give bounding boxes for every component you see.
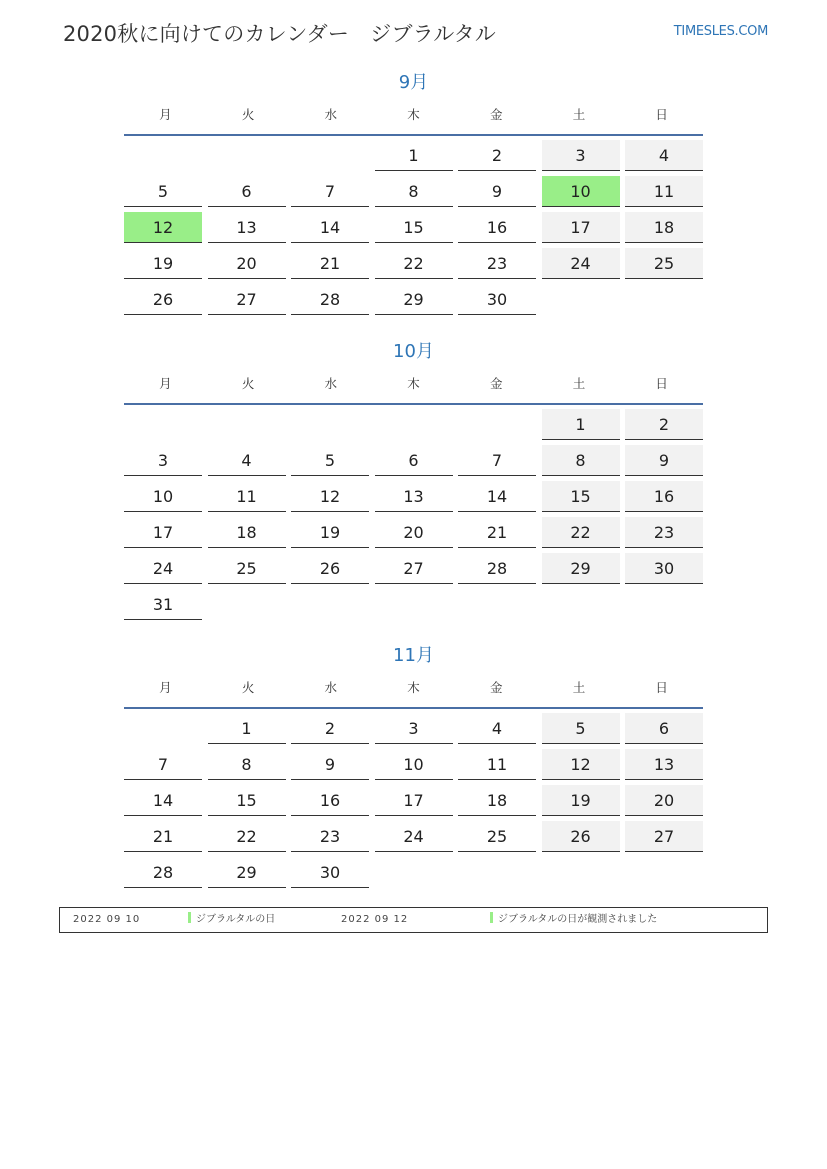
month-title: 10月 [393,341,434,362]
day-cell[interactable]: 3 [375,713,453,744]
day-cell[interactable]: 7 [291,176,369,207]
month-calendar [124,340,703,625]
day-cell[interactable]: 27 [208,284,286,315]
day-cell[interactable]: 26 [542,821,620,852]
day-cell[interactable]: 16 [458,212,536,243]
day-cell[interactable]: 18 [625,212,703,243]
day-cell[interactable]: 8 [208,749,286,780]
day-cell[interactable]: 7 [458,445,536,476]
week-row [124,749,703,785]
week-row [124,176,703,212]
header-divider [124,403,703,405]
month-calendar [124,71,703,320]
day-cell[interactable]: 23 [458,248,536,279]
day-cell[interactable]: 11 [458,749,536,780]
day-cell[interactable]: 29 [208,857,286,888]
weekday-label: 火 [241,680,255,695]
week-row [124,517,703,553]
day-cell[interactable]: 30 [458,284,536,315]
day-cell[interactable]: 6 [375,445,453,476]
weekday-label: 月 [159,376,172,391]
empty-day-cell [625,589,703,620]
week-row [124,140,703,176]
weekday-label: 金 [489,107,503,122]
legend-label-2: ジブラルタルの日が観測されました [498,914,658,925]
day-cell[interactable]: 11 [625,176,703,207]
day-cell[interactable]: 21 [124,821,202,852]
day-cell[interactable]: 19 [291,517,369,548]
day-cell[interactable]: 5 [291,445,369,476]
empty-day-cell [375,409,453,440]
empty-day-cell [625,284,703,315]
weekday-label: 木 [407,107,420,122]
empty-day-cell [208,589,286,620]
day-cell[interactable]: 1 [208,713,286,744]
header-divider [124,707,703,709]
weekday-label: 金 [489,376,503,391]
day-cell[interactable]: 11 [208,481,286,512]
legend-date-2: 2022 09 12 [341,914,409,925]
day-cell[interactable]: 16 [291,785,369,816]
weekday-label: 水 [324,680,338,695]
day-cell[interactable]: 26 [291,553,369,584]
day-cell[interactable]: 4 [625,140,703,171]
empty-day-cell [458,589,536,620]
day-cell[interactable]: 10 [375,749,453,780]
day-cell[interactable]: 30 [625,553,703,584]
weekday-label: 日 [655,680,668,695]
weekday-label: 水 [324,107,338,122]
empty-day-cell [458,409,536,440]
day-grid [124,140,703,320]
day-cell[interactable]: 20 [625,785,703,816]
day-cell[interactable]: 14 [291,212,369,243]
day-cell[interactable]: 12 [291,481,369,512]
day-cell[interactable]: 28 [124,857,202,888]
site-brand-link[interactable]: TIMESLES.COM [673,24,768,39]
holiday-color-marker [490,912,493,923]
empty-day-cell [208,409,286,440]
day-cell[interactable]: 22 [542,517,620,548]
week-row [124,445,703,481]
day-cell[interactable]: 28 [458,553,536,584]
month-title: 9月 [398,72,429,93]
day-cell[interactable]: 9 [625,445,703,476]
empty-day-cell [375,589,453,620]
week-row [124,857,703,893]
day-cell[interactable]: 8 [542,445,620,476]
day-cell[interactable]: 25 [458,821,536,852]
day-cell[interactable]: 2 [625,409,703,440]
day-grid [124,713,703,893]
day-cell[interactable]: 19 [124,248,202,279]
day-cell[interactable]: 3 [124,445,202,476]
legend-date-1: 2022 09 10 [73,914,141,925]
day-cell[interactable]: 14 [458,481,536,512]
weekday-label: 金 [489,680,503,695]
day-cell[interactable]: 19 [542,785,620,816]
weekday-label: 月 [159,107,172,122]
legend-label-1: ジブラルタルの日 [196,914,276,925]
empty-day-cell [291,140,369,171]
header-divider [124,134,703,136]
day-cell[interactable]: 10 [124,481,202,512]
day-cell[interactable]: 13 [375,481,453,512]
week-row [124,409,703,445]
holiday-legend [59,907,768,933]
weekday-header [124,677,703,699]
day-cell[interactable]: 3 [542,140,620,171]
week-row [124,212,703,248]
week-row [124,284,703,320]
day-cell[interactable]: 14 [124,785,202,816]
day-cell[interactable]: 23 [291,821,369,852]
empty-day-cell [542,284,620,315]
day-cell[interactable]: 26 [124,284,202,315]
day-cell[interactable]: 2 [458,140,536,171]
day-cell[interactable]: 20 [208,248,286,279]
day-cell[interactable]: 25 [208,553,286,584]
weekday-label: 木 [407,680,420,695]
holiday-color-marker [188,912,191,923]
weekday-label: 火 [241,107,255,122]
day-cell[interactable]: 22 [375,248,453,279]
empty-day-cell [208,140,286,171]
empty-day-cell [625,857,703,888]
holiday-day-cell[interactable]: 10 [542,176,620,207]
day-cell[interactable]: 24 [124,553,202,584]
day-cell[interactable]: 22 [208,821,286,852]
empty-day-cell [542,589,620,620]
empty-day-cell [124,140,202,171]
page-title: 2020秋に向けてのカレンダー ジブラルタル [63,22,497,46]
week-row [124,481,703,517]
empty-day-cell [291,409,369,440]
day-cell[interactable]: 9 [291,749,369,780]
day-cell[interactable]: 6 [625,713,703,744]
day-cell[interactable]: 12 [542,749,620,780]
day-cell[interactable]: 17 [375,785,453,816]
day-cell[interactable]: 23 [625,517,703,548]
day-cell[interactable]: 28 [291,284,369,315]
month-calendar [124,644,703,893]
day-cell[interactable]: 8 [375,176,453,207]
empty-day-cell [542,857,620,888]
legend-entry-1 [188,908,275,932]
empty-day-cell [124,409,202,440]
week-row [124,713,703,749]
weekday-label: 土 [572,376,586,391]
day-cell[interactable]: 18 [208,517,286,548]
empty-day-cell [458,857,536,888]
day-cell[interactable]: 9 [458,176,536,207]
weekday-label: 土 [572,680,586,695]
day-cell[interactable]: 29 [542,553,620,584]
day-cell[interactable]: 4 [458,713,536,744]
day-cell[interactable]: 24 [375,821,453,852]
day-cell[interactable]: 15 [375,212,453,243]
day-cell[interactable]: 21 [291,248,369,279]
day-cell[interactable]: 31 [124,589,202,620]
holiday-day-cell[interactable]: 12 [124,212,202,243]
day-cell[interactable]: 17 [542,212,620,243]
empty-day-cell [124,713,202,744]
day-cell[interactable]: 27 [625,821,703,852]
day-cell[interactable]: 15 [208,785,286,816]
day-cell[interactable]: 2 [291,713,369,744]
weekday-header [124,104,703,126]
day-cell[interactable]: 25 [625,248,703,279]
weekday-label: 火 [241,376,255,391]
day-cell[interactable]: 30 [291,857,369,888]
day-cell[interactable]: 5 [542,713,620,744]
week-row [124,248,703,284]
week-row [124,821,703,857]
day-cell[interactable]: 5 [124,176,202,207]
weekday-header [124,373,703,395]
day-cell[interactable]: 16 [625,481,703,512]
day-cell[interactable]: 1 [375,140,453,171]
weekday-label: 土 [572,107,586,122]
legend-entry-2 [490,908,657,932]
empty-day-cell [291,589,369,620]
day-cell[interactable]: 24 [542,248,620,279]
day-cell[interactable]: 18 [458,785,536,816]
day-cell[interactable]: 13 [625,749,703,780]
day-cell[interactable]: 27 [375,553,453,584]
weekday-label: 日 [655,376,668,391]
empty-day-cell [375,857,453,888]
day-cell[interactable]: 13 [208,212,286,243]
weekday-label: 日 [655,107,668,122]
week-row [124,553,703,589]
week-row [124,785,703,821]
weekday-label: 木 [407,376,420,391]
day-cell[interactable]: 1 [542,409,620,440]
day-cell[interactable]: 29 [375,284,453,315]
month-title: 11月 [393,645,434,666]
day-grid [124,409,703,625]
week-row [124,589,703,625]
weekday-label: 水 [324,376,338,391]
day-cell[interactable]: 6 [208,176,286,207]
day-cell[interactable]: 17 [124,517,202,548]
day-cell[interactable]: 15 [542,481,620,512]
weekday-label: 月 [159,680,172,695]
day-cell[interactable]: 21 [458,517,536,548]
day-cell[interactable]: 7 [124,749,202,780]
day-cell[interactable]: 4 [208,445,286,476]
day-cell[interactable]: 20 [375,517,453,548]
